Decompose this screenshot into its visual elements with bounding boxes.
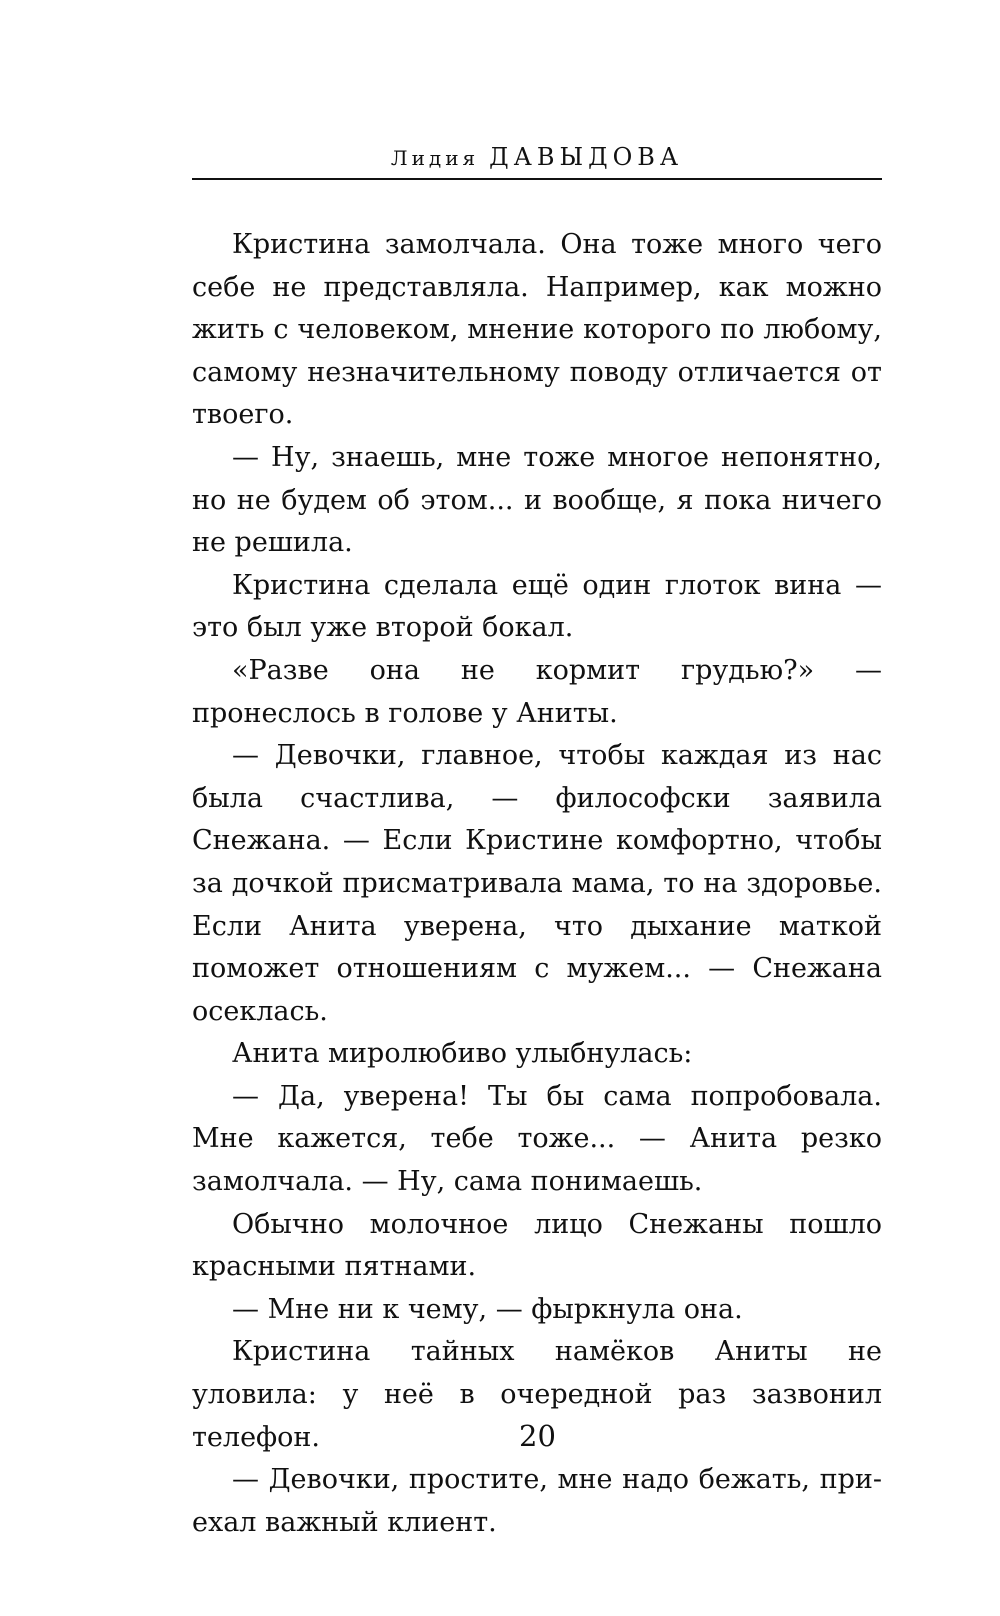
body-text bbox=[192, 224, 882, 1544]
paragraph: Кристина тайных намёков Аниты не уловила: у неё в очередной раз зазвонил телефон. bbox=[192, 1336, 882, 1453]
author-first-name: Лидия bbox=[390, 146, 480, 170]
paragraph: Кристина сделала ещё один глоток вина — это был уже второй бокал. bbox=[192, 569, 882, 644]
author-last-name: ДАВЫДОВА bbox=[489, 143, 684, 171]
paragraph: — Девочки, простите, мне надо бежать, приехал важный клиент. bbox=[192, 1464, 882, 1538]
paragraph: — Мне ни к чему, — фыркнула она. bbox=[232, 1293, 743, 1325]
paragraph: Анита миролюбиво улыбнулась: bbox=[232, 1038, 693, 1070]
paragraph: Кристина замолчала. Она тоже много чего себе не представляла. Например, как можно жить с человеком, мнение которого по любому, самому незначительному поводу отличается от твоего. bbox=[192, 229, 882, 431]
paragraph: — Девочки, главное, чтобы каждая из нас была счастлива, — философски заявила Снежана. — Если Кристине комфортно, чтобы за дочкой присматривала мама, то на здоровье. Если Анита уверена, что дыхание маткой поможет отношениям с мужем... — Снежана осеклась. bbox=[192, 740, 882, 1027]
running-head bbox=[192, 142, 882, 174]
page-number: 20 bbox=[519, 1419, 556, 1453]
paragraph: — Да, уверена! Ты бы сама попробовала. Мне кажется, тебе тоже... — Анита резко замолчала. — Ну, сама понимаешь. bbox=[192, 1080, 882, 1198]
paragraph: «Разве она не кормит грудью?» — пронеслось в голове у Аниты. bbox=[192, 654, 882, 729]
paragraph: — Ну, знаешь, мне тоже многое непонятно, но не будем об этом... и вообще, я пока ничего не решила. bbox=[192, 441, 882, 559]
header-rule bbox=[192, 178, 882, 180]
paragraph: Обычно молочное лицо Снежаны пошло красными пятнами. bbox=[192, 1208, 882, 1283]
